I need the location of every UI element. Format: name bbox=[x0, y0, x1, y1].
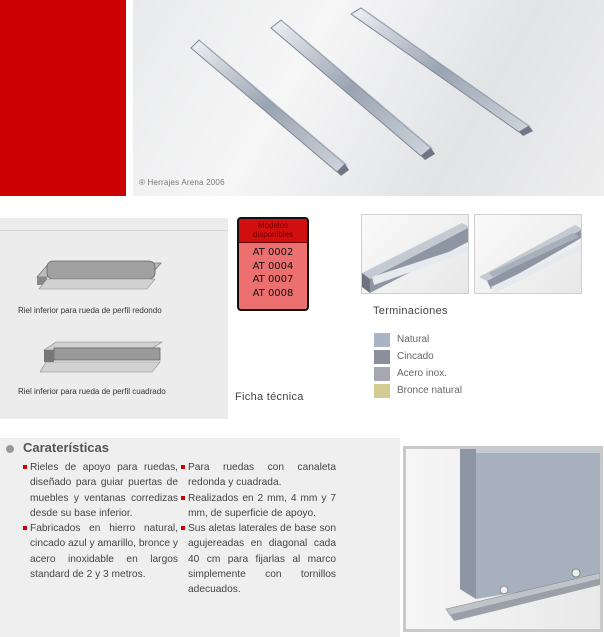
red-bullet-icon bbox=[23, 465, 27, 469]
feature-text: Rieles de apoyo para ruedas, diseñado para guiar puertas de muebles y ventanas corredizas desde su base inferior. bbox=[30, 462, 178, 519]
feature-item bbox=[183, 491, 336, 522]
rail-detail-thumbnail-round bbox=[474, 214, 582, 294]
profile-label-square: Riel inferior para rueda de perfil cuadrado bbox=[18, 387, 166, 396]
square-profile-rail-drawing bbox=[40, 340, 170, 380]
models-list bbox=[239, 243, 307, 300]
finishes-title: Terminaciones bbox=[373, 305, 448, 317]
sliding-door-drawing bbox=[406, 449, 600, 629]
model-code: AT 0004 bbox=[252, 260, 294, 272]
swatch-acero-inox bbox=[374, 367, 390, 381]
swatch-bronce bbox=[374, 384, 390, 398]
model-code: AT 0002 bbox=[252, 247, 294, 258]
profile-label-round: Riel inferior para rueda de perfil redondo bbox=[18, 306, 162, 315]
swatch-natural bbox=[374, 333, 390, 347]
model-code: AT 0008 bbox=[252, 287, 294, 299]
red-brand-block bbox=[0, 0, 126, 196]
feature-item bbox=[183, 521, 336, 597]
model-code: AT 0007 bbox=[252, 274, 294, 285]
red-bullet-icon bbox=[181, 465, 185, 469]
red-bullet-icon bbox=[181, 526, 185, 530]
finish-label: Natural bbox=[397, 334, 430, 345]
available-models-badge bbox=[237, 217, 309, 311]
photo-copyright-caption bbox=[139, 178, 225, 187]
red-bullet-icon bbox=[181, 496, 185, 500]
door-on-rail-illustration bbox=[403, 446, 603, 632]
feature-item bbox=[25, 460, 178, 521]
copyright-icon: ® bbox=[139, 178, 146, 187]
rails-photo-illustration bbox=[133, 0, 604, 196]
round-rail-detail-drawing bbox=[475, 215, 582, 294]
feature-text: Sus aletas laterales de base son agujereadas en diagonal cada 40 cm para fijarlas al marco simplemente con tornillos adecuados. bbox=[188, 523, 336, 596]
finish-label: Cincado bbox=[397, 351, 434, 362]
features-title: Caraterísticas bbox=[23, 440, 109, 455]
copyright-text: Herrajes Arena 2006 bbox=[147, 178, 225, 187]
rail-detail-thumbnail-square bbox=[361, 214, 469, 294]
features-column-1 bbox=[25, 460, 178, 582]
panel-divider bbox=[0, 230, 228, 231]
swatch-cincado bbox=[374, 350, 390, 364]
section-bullet-icon bbox=[6, 445, 14, 453]
feature-text: Fabricados en hierro natural, cincado azul y amarillo, bronce y acero inoxidable en largos standard de 2 y 3 metros. bbox=[30, 523, 178, 581]
feature-text: Para ruedas con canaleta redonda y cuadrada. bbox=[188, 462, 336, 489]
feature-item bbox=[25, 521, 178, 582]
feature-item bbox=[183, 460, 336, 491]
technical-sheet-label: Ficha técnica bbox=[235, 391, 304, 403]
hero-product-photo bbox=[133, 0, 604, 196]
feature-text: Realizados en 2 mm, 4 mm y 7 mm, de superficie de apoyo. bbox=[188, 492, 336, 519]
square-rail-detail-drawing bbox=[362, 215, 469, 294]
models-heading: Modelos disponibles bbox=[239, 219, 307, 243]
finish-label: Acero inox. bbox=[397, 368, 448, 379]
features-column-2 bbox=[183, 460, 336, 598]
round-profile-rail-drawing bbox=[35, 255, 165, 297]
finish-label: Bronce natural bbox=[397, 385, 463, 396]
red-bullet-icon bbox=[23, 526, 27, 530]
